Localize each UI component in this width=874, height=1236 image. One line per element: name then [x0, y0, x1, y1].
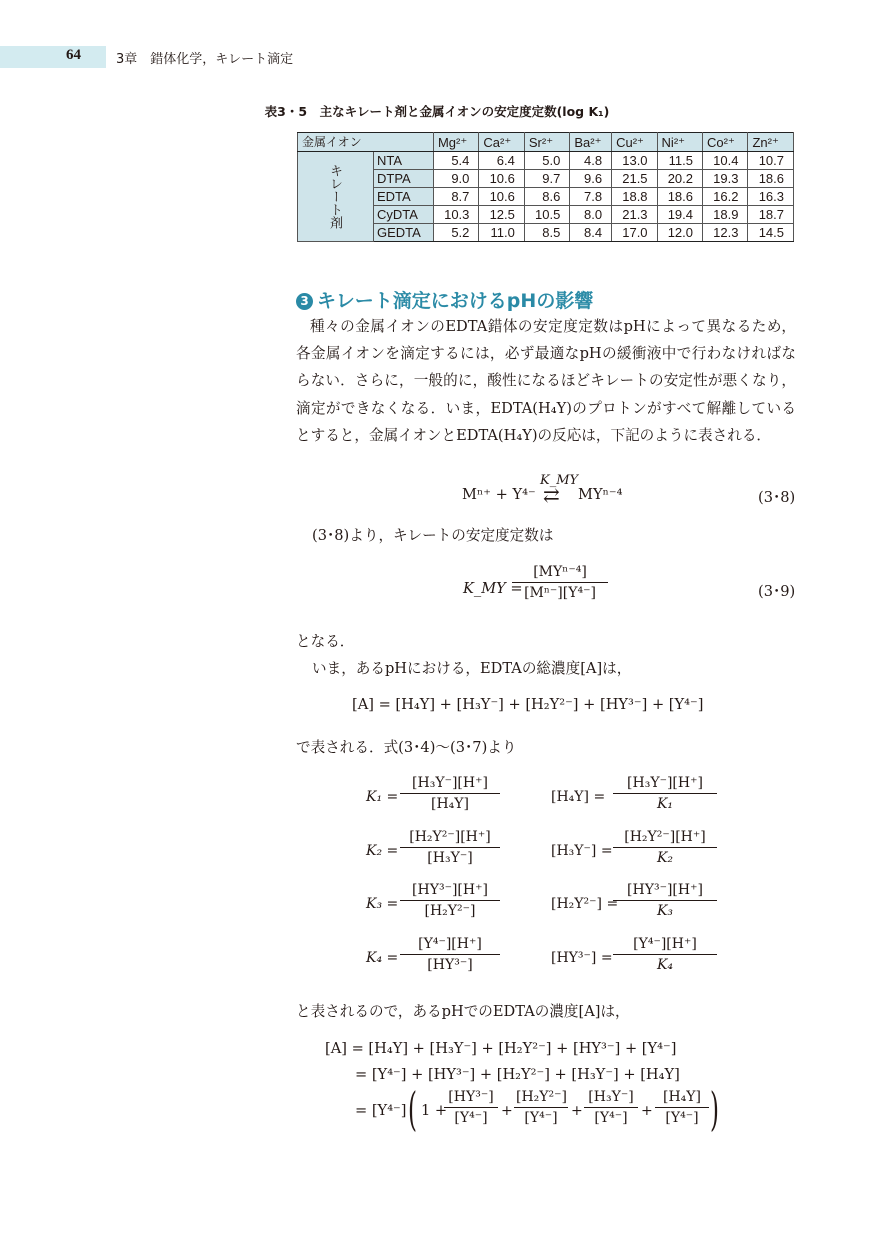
reagent-name: CyDTA [374, 206, 434, 224]
eq39-lhs: K_MY = [463, 580, 523, 597]
eq38-left: Mⁿ⁺ + Y⁴⁻ [462, 486, 536, 503]
k-rhs-lhs: [HY³⁻] = [551, 950, 613, 966]
final-line-1: [A] = [H₄Y] + [H₃Y⁻] + [H₂Y²⁻] + [HY³⁻] + [Y⁴⁻] [325, 1040, 677, 1057]
k-rhs-denominator: K₂ [656, 850, 674, 866]
stability-value: 21.5 [612, 170, 657, 188]
final-fraction [444, 1089, 498, 1126]
eq39-number: (3･9) [758, 583, 796, 600]
stability-value: 18.7 [748, 206, 794, 224]
final-numerator: [H₄Y] [655, 1089, 709, 1108]
table-caption: 表3・5 主なキレート剤と金属イオンの安定度定数(log K₁) [264, 104, 610, 119]
ion-header: Mg²⁺ [433, 133, 478, 152]
stability-value: 17.0 [612, 224, 657, 242]
stability-value: 10.5 [524, 206, 569, 224]
k-numerator: [Y⁴⁻][H⁺] [400, 936, 500, 955]
stability-value: 21.3 [612, 206, 657, 224]
stability-value: 18.8 [612, 188, 657, 206]
stability-value: 8.4 [570, 224, 612, 242]
stability-value: 18.6 [748, 170, 794, 188]
stability-value: 10.3 [433, 206, 478, 224]
stability-value: 10.6 [479, 188, 524, 206]
eq38-number: (3･8) [758, 489, 796, 506]
plus-sign: + [501, 1103, 513, 1119]
k-denominator: [H₄Y] [431, 796, 469, 812]
stability-constant-table [297, 132, 794, 242]
stability-value: 19.3 [703, 170, 748, 188]
ion-header: Zn²⁺ [748, 133, 794, 152]
final-numerator: [HY³⁻] [444, 1089, 498, 1108]
text-hyouji: で表される．式(3･4)～(3･7)より [296, 739, 517, 756]
stability-value: 8.7 [433, 188, 478, 206]
text-naru: となる． [296, 633, 355, 650]
k-rhs-fraction [613, 936, 717, 973]
eq38-arrow-label: K_MY [540, 473, 579, 488]
stability-value: 9.6 [570, 170, 612, 188]
stability-value: 20.2 [657, 170, 702, 188]
chapter-title: 3章 錯体化学，キレート滴定 [116, 52, 294, 67]
k-rhs-numerator: [H₃Y⁻][H⁺] [613, 775, 717, 794]
stability-value: 6.4 [479, 152, 524, 170]
final-fraction [584, 1089, 638, 1126]
k-numerator: [H₂Y²⁻][H⁺] [400, 829, 500, 848]
eq38-right: MYⁿ⁻⁴ [578, 486, 623, 503]
eq38-arrow: ⇄ [543, 483, 560, 507]
ion-header: Ca²⁺ [479, 133, 524, 152]
reagent-name: GEDTA [374, 224, 434, 242]
final-line-3-prefix: = [Y⁴⁻] [355, 1102, 407, 1119]
ion-header: Ni²⁺ [657, 133, 702, 152]
k-rhs-denominator: K₃ [656, 903, 674, 919]
k-rhs-lhs: [H₃Y⁻] = [551, 843, 613, 859]
plus-sign: + [571, 1103, 583, 1119]
k-rhs-lhs: [H₄Y] = [551, 789, 606, 805]
stability-value: 18.6 [657, 188, 702, 206]
stability-value: 13.0 [612, 152, 657, 170]
text-imah: いま，あるpHにおける，EDTAの総濃度[A]は， [312, 660, 632, 677]
ion-header: Co²⁺ [703, 133, 748, 152]
k-rhs-denominator: K₁ [656, 796, 674, 812]
k-fraction [400, 829, 500, 866]
stability-value: 14.5 [748, 224, 794, 242]
stability-value: 12.5 [479, 206, 524, 224]
k-rhs-fraction [613, 775, 717, 812]
section-number: 3 [296, 293, 313, 310]
stability-value: 18.9 [703, 206, 748, 224]
k-numerator: [HY³⁻][H⁺] [400, 882, 500, 901]
k-rhs-numerator: [HY³⁻][H⁺] [613, 882, 717, 901]
stability-value: 16.3 [748, 188, 794, 206]
section-title: キレート滴定におけるpHの影響 [317, 290, 594, 312]
k-fraction [400, 936, 500, 973]
stability-value: 8.6 [524, 188, 569, 206]
page-number: 64 [66, 47, 81, 63]
stability-value: 12.0 [657, 224, 702, 242]
final-denominator: [Y⁴⁻] [594, 1110, 628, 1126]
k-rhs-numerator: [H₂Y²⁻][H⁺] [613, 829, 717, 848]
paragraph-intro: 種々の金属イオンのEDTA錯体の安定度定数はpHによって異なるため，各金属イオンを滴定するには，必ず最適なpHの緩衝液中で行わなければならない．さらに，一般的に，酸性になるほどキレートの安定性が悪くなり，滴定ができなくなる．いま，EDTA(H₄Y)のプロトンがすべて解離しているとすると，金属イオンとEDTA(H₄Y)の反応は，下記のように表される． [296, 318, 796, 444]
final-numerator: [H₃Y⁻] [584, 1089, 638, 1108]
k-denominator: [H₂Y²⁻] [424, 903, 476, 919]
stability-value: 11.5 [657, 152, 702, 170]
k-rhs-lhs: [H₂Y²⁻] = [551, 896, 619, 912]
k-rhs-numerator: [Y⁴⁻][H⁺] [613, 936, 717, 955]
stability-value: 10.7 [748, 152, 794, 170]
text-final-intro: と表されるので，あるpHでのEDTAの濃度[A]は， [296, 1003, 630, 1020]
reagent-name: NTA [374, 152, 434, 170]
k-lhs: K₃ = [366, 896, 399, 912]
stability-value: 5.2 [433, 224, 478, 242]
k-rhs-denominator: K₄ [656, 957, 674, 973]
stability-value: 12.3 [703, 224, 748, 242]
table-corner-label: 金属イオン [298, 133, 434, 152]
stability-value: 4.8 [570, 152, 612, 170]
final-fraction [655, 1089, 709, 1126]
stability-value: 8.0 [570, 206, 612, 224]
header-band [0, 46, 106, 68]
plus-sign: + [641, 1103, 653, 1119]
final-numerator: [H₂Y²⁻] [514, 1089, 568, 1108]
text-after-38: (3･8)より，キレートの安定度定数は [312, 527, 554, 544]
eq39-fraction [512, 564, 608, 601]
stability-value: 5.4 [433, 152, 478, 170]
right-paren: ) [710, 1082, 719, 1136]
stability-value: 11.0 [479, 224, 524, 242]
section-heading [296, 286, 593, 313]
k-lhs: K₄ = [366, 950, 399, 966]
reagent-group-label: キレート剤 [298, 152, 374, 242]
k-fraction [400, 882, 500, 919]
k-rhs-fraction [613, 829, 717, 866]
eq39-denominator: [Mⁿ⁻][Y⁴⁻] [524, 585, 596, 601]
stability-value: 16.2 [703, 188, 748, 206]
stability-value: 9.0 [433, 170, 478, 188]
reagent-name: EDTA [374, 188, 434, 206]
stability-value: 19.4 [657, 206, 702, 224]
stability-value: 9.7 [524, 170, 569, 188]
stability-value: 8.5 [524, 224, 569, 242]
final-denominator: [Y⁴⁻] [454, 1110, 488, 1126]
table-row [298, 152, 794, 170]
stability-value: 5.0 [524, 152, 569, 170]
k-lhs: K₂ = [366, 843, 399, 859]
final-line-2: = [Y⁴⁻] + [HY³⁻] + [H₂Y²⁻] + [H₃Y⁻] + [H₄Y] [355, 1066, 680, 1083]
left-paren: ( [408, 1082, 417, 1136]
k-numerator: [H₃Y⁻][H⁺] [400, 775, 500, 794]
stability-value: 10.4 [703, 152, 748, 170]
k-denominator: [HY³⁻] [427, 957, 473, 973]
stability-value: 7.8 [570, 188, 612, 206]
stability-value: 10.6 [479, 170, 524, 188]
final-fraction [514, 1089, 568, 1126]
k-lhs: K₁ = [366, 789, 399, 805]
total-concentration-eq: [A] = [H₄Y] + [H₃Y⁻] + [H₂Y²⁻] + [HY³⁻] + [Y⁴⁻] [352, 696, 704, 713]
ion-header: Sr²⁺ [524, 133, 569, 152]
final-line-3-open: 1 + [421, 1102, 448, 1119]
reagent-name: DTPA [374, 170, 434, 188]
eq39-numerator: [MYⁿ⁻⁴] [512, 564, 608, 583]
k-rhs-fraction [613, 882, 717, 919]
ion-header: Ba²⁺ [570, 133, 612, 152]
final-denominator: [Y⁴⁻] [665, 1110, 699, 1126]
k-denominator: [H₃Y⁻] [427, 850, 473, 866]
ion-header: Cu²⁺ [612, 133, 657, 152]
k-fraction [400, 775, 500, 812]
final-denominator: [Y⁴⁻] [524, 1110, 558, 1126]
